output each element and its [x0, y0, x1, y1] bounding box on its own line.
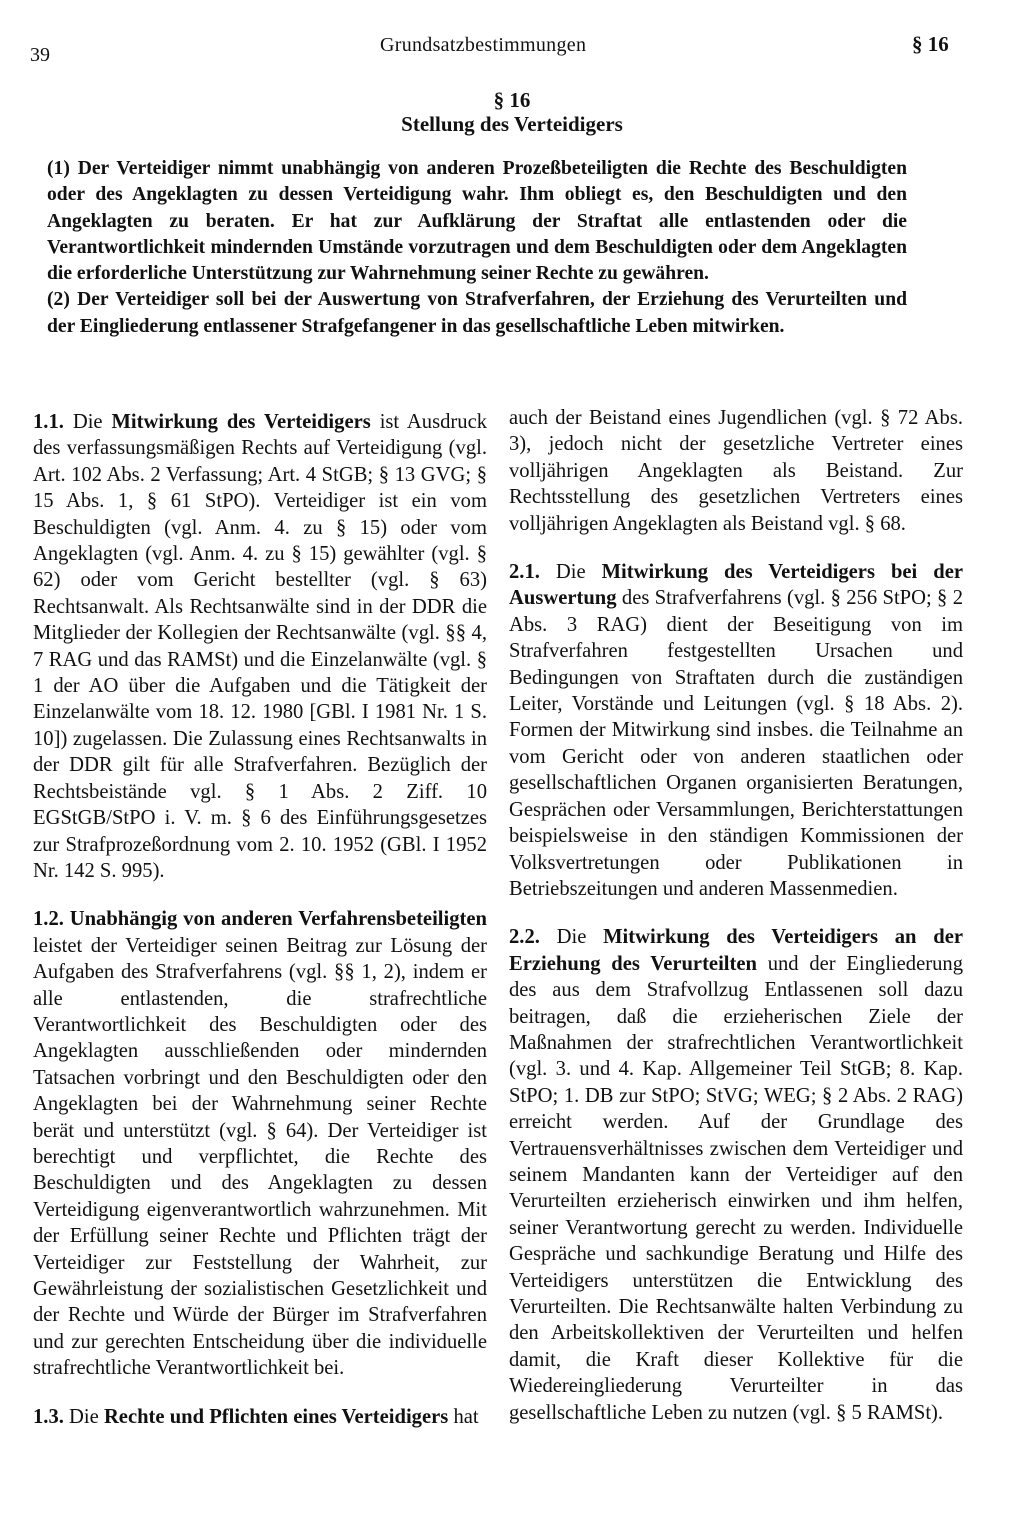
note-1-3-continued: auch der Beistand eines Jugendlichen (vgl. § 72 Abs. 3), jedoch nicht der gesetzliche Vertreter eines volljährigen Angeklagten als Beistand. Zur Rechtsstellung des gesetzlichen Vertreters eines volljährigen Angeklagten als Beistand vgl. § 68.	[509, 407, 963, 535]
note-1-2	[33, 906, 487, 1381]
page-number: 39	[30, 44, 50, 66]
section-heading: § 16	[493, 88, 531, 112]
note-keyword: Unabhängig von anderen Verfahrensbeteiligten	[69, 908, 487, 931]
note-text: hat	[453, 1405, 479, 1428]
statute-text	[47, 156, 907, 340]
note-lead: Die	[72, 411, 103, 433]
section-title: Stellung des Verteidigers	[401, 112, 623, 136]
running-title: Grundsatzbestimmungen	[380, 34, 587, 56]
note-keyword: Mitwirkung des Verteidigers an der Erziehung des Verurteilten	[509, 926, 963, 975]
statute-paragraph-1: (1) Der Verteidiger nimmt unabhängig von anderen Prozeßbeteiligten die Rechte des Beschuldigten oder des Angeklagten zu dessen Verteidigung wahr. Ihm obliegt es, den Beschuldigten und den Angeklagten zu beraten. Er hat zur Aufklärung der Straftat alle entlastenden oder die Verantwortlichkeit mindernden Umstände vorzutragen und dem Beschuldigten oder dem Angeklagten die erforderliche Unterstützung zur Wahrnehmung seiner Rechte zu gewähren.	[47, 158, 907, 285]
note-2-1	[509, 559, 963, 902]
note-text: ist Ausdruck des verfassungsmäßigen Rechts auf Verteidigung (vgl. Art. 102 Abs. 2 Verfassung; Art. 4 StGB; § 13 GVG; § 15 Abs. 1, § 61 StPO). Verteidiger ist ein vom Beschuldigten (vgl. Anm. 4. zu § 15) oder vom Angeklagten (vgl. Anm. 4. zu § 15) gewählter (vgl. § 62) oder vom Gericht bestellter (vgl. § 63) Rechtsanwalt. Als Rechtsanwälte sind in der DDR die Mitglieder der Kollegien der Rechtsanwälte (vgl. §§ 4, 7 RAG und das RAMSt) und die Einzelanwälte (vgl. § 1 der AO über die Aufgaben und die Tätigkeit der Einzelanwälte vom 18. 12. 1980 [GBl. I 1981 Nr. 1 S. 10]) zugelassen. Die Zulassung eines Rechtsanwalts in der DDR gilt für alle Strafverfahren. Bezüglich der Rechtsbeistände vgl. § 1 Abs. 2 Ziff. 10 EGStGB/StPO i. V. m. § 6 des Einführungsgesetzes zur Strafprozeßordnung vom 2. 10. 1952 (GBl. I 1952 Nr. 142 S. 995).	[33, 411, 488, 882]
statute-paragraph-2: (2) Der Verteidiger soll bei der Auswertung von Strafverfahren, der Erziehung des Verurteilten und der Eingliederung entlassener Strafgefangener in das gesellschaftliche Leben mitwirken.	[47, 289, 907, 337]
note-keyword: Rechte und Pflichten eines Verteidigers	[103, 1405, 449, 1428]
note-number: 2.1.	[509, 561, 540, 584]
note-text: des Strafverfahrens (vgl. § 256 StPO; § 2 Abs. 3 RAG) dient der Beseitigung von im Strafverfahren festgestellten Ursachen und Bedingungen von Straftaten durch die zuständigen Leiter, Vorstände und Leitungen (vgl. § 18 Abs. 2). Formen der Mitwirkung sind insbes. die Teilnahme an vom Gericht oder von anderen staatlichen oder gesellschaftlichen Organen organisierten Beratungen, Gesprächen oder Versammlungen, Berichterstattungen beispielsweise in den ständigen Kommissionen der Volksvertretungen oder Publikationen in Betriebszeitungen und anderen Massenmedien.	[509, 587, 963, 900]
commentary-right-column	[509, 405, 963, 1426]
note-1-3	[33, 1404, 487, 1430]
note-text: leistet der Verteidiger seinen Beitrag zur Lösung der Aufgaben des Strafverfahrens (vgl. §§ 1, 2), indem er alle entlastenden, die strafrechtliche Verantwortlichkeit des Beschuldigten oder des Angeklagten ausschließenden oder mindernden Tatsachen vorbringt und den Beschuldigten oder den Angeklagten bei der Wahrnehmung seiner Rechte berät und unterstützt (vgl. § 64). Der Verteidiger ist berechtigt und verpflichtet, die Rechte des Beschuldigten und des Angeklagten zu dessen Verteidigung eigenverantwortlich wahrzunehmen. Mit der Erfüllung seiner Rechte und Pflichten trägt der Verteidiger zur Feststellung der Wahrheit, zur Gewährleistung der sozialistischen Gesetzlichkeit und der Rechte und Würde der Bürger im Strafverfahren und zur gerechten Entscheidung über die individuelle strafrechtliche Verantwortlichkeit bei.	[33, 934, 487, 1380]
commentary-left-column	[33, 409, 487, 1430]
note-keyword: Mitwirkung des Verteidigers	[111, 411, 371, 433]
note-lead: Die	[555, 561, 586, 584]
note-1-1	[33, 409, 487, 884]
header-section: § 16	[912, 32, 949, 56]
note-number: 1.2.	[33, 908, 64, 931]
note-text: und der Eingliederung des aus dem Strafvollzug Entlassenen soll dazu beitragen, daß die erzieherischen Ziele der Maßnahmen der strafrechtlichen Verantwortlichkeit (vgl. 3. und 4. Kap. Allgemeiner Teil StGB; 8. Kap. StPO; 1. DB zur StPO; StVG; WEG; § 2 Abs. 2 RAG) erreicht werden. Auf der Grundlage des Vertrauensverhältnisses zwischen dem Verteidiger und seinem Mandanten kann der Verteidiger auf den Verurteilten erzieherisch einwirken und ihm helfen, seiner Verantwortung gerecht zu werden. Individuelle Gespräche und sachkundige Beratung und Hilfe des Verteidigers unterstützen die Entwicklung des Verurteilten. Die Rechtsanwälte halten Verbindung zu den Arbeitskollektiven der Verurteilten und helfen damit, die Kraft dieser Kollektive für die Wiedereingliederung Verurteilter in das gesellschaftliche Leben zu nutzen (vgl. § 5 RAMSt).	[509, 952, 963, 1424]
note-2-2	[509, 924, 963, 1426]
note-number: 2.2.	[509, 926, 540, 949]
note-lead: Die	[556, 926, 587, 949]
note-number: 1.3.	[33, 1405, 64, 1428]
note-keyword: Mitwirkung des Verteidigers bei der Auswertung	[509, 561, 963, 610]
note-lead: Die	[69, 1405, 99, 1428]
note-number: 1.1.	[33, 411, 64, 433]
